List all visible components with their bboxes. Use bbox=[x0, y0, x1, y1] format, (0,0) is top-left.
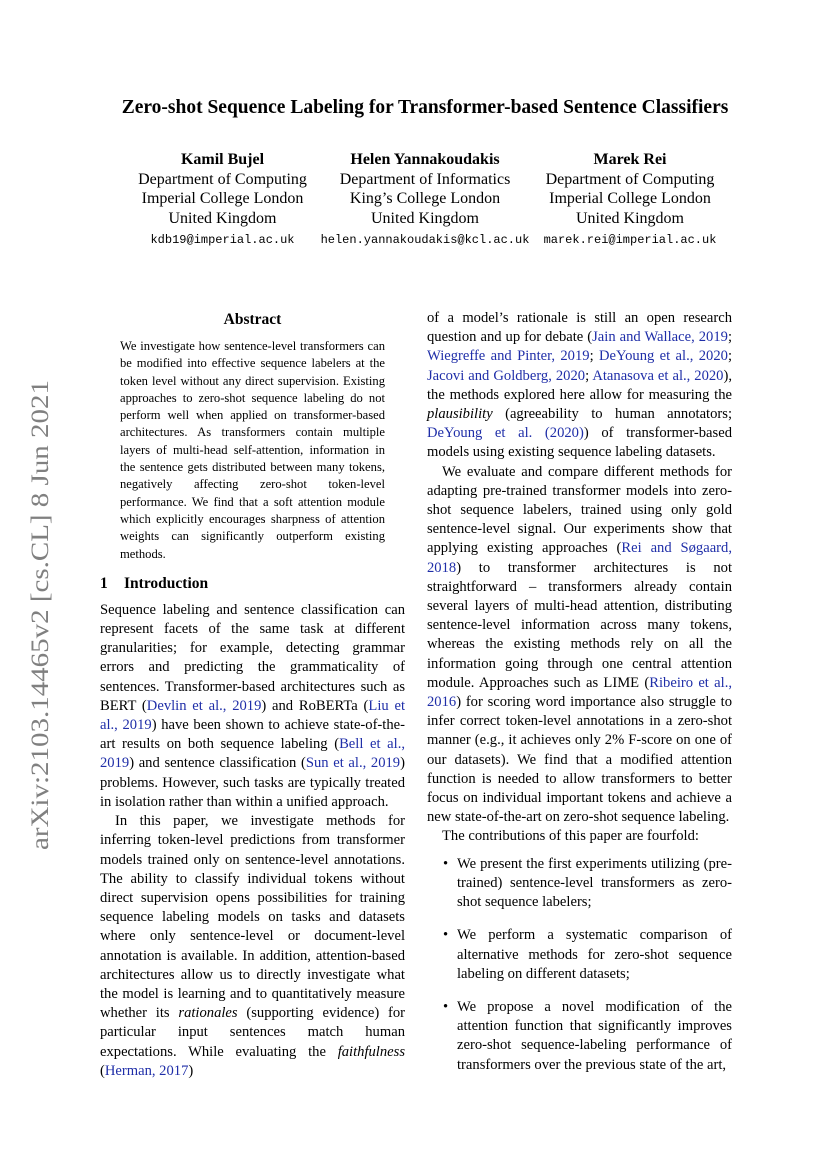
list-item-text: We perform a systematic comparison of alternative methods for zero-shot sequence labeling on different datasets; bbox=[457, 927, 732, 982]
author-institution: King’s College London bbox=[349, 190, 501, 207]
text-run: (supporting evidence) for particular input sentences match human expectations. While evaluating the bbox=[100, 1005, 405, 1060]
text-run: ) and sentence classification ( bbox=[129, 755, 306, 772]
citation-link[interactable]: Jain and Wallace, 2019 bbox=[592, 329, 728, 346]
text-run: We evaluate and compare different methods for adapting pre-trained transformer models into zero-shot sequence labelers, trained using only gold sentence-level signal. Our experiments show that applying existing approaches ( bbox=[427, 463, 732, 557]
author-institution: Imperial College London bbox=[549, 190, 711, 207]
text-run: ) problems. However, such tasks are typically treated in isolation rather than within a unified approach. bbox=[100, 755, 405, 810]
paragraph bbox=[100, 812, 405, 1081]
citation-link[interactable]: Sun et al., 2019 bbox=[305, 755, 401, 772]
section-number: 1 bbox=[100, 574, 108, 592]
citation-link[interactable]: Bell et al., 2019 bbox=[100, 736, 405, 772]
citation-link[interactable]: Devlin et al., 2019 bbox=[146, 697, 262, 714]
text-run: In this paper, we investigate methods for inferring token-level predictions from transformer models trained only on sentence-level annotations. The ability to classify individual tokens without direct supervision opens possibilities for training sequence labeling models on tasks and datasets where only sentence-level or document-level annotation is available. In addition, attention-based architectures allow us to directly investigate what the model is learning and to quantitatively measure whether its bbox=[100, 813, 405, 1022]
abstract-text: We investigate how sentence-level transformers can be modified into effective sequence labelers at the token level without any direct supervision. Existing approaches to zero-shot sequence labeling do not perform well when applied on transformer-based architectures. As transformers contain multiple layers of multi-head self-attention, information in the sentence gets distributed between many tokens, negatively affecting zero-shot token-level performance. We find that a soft attention module which explicitly encourages sharpness of attention weights can significantly outperform existing methods. bbox=[120, 339, 385, 561]
citation-link[interactable]: Liu et al., 2019 bbox=[100, 697, 405, 734]
paragraph bbox=[100, 601, 405, 812]
emphasis: rationales bbox=[178, 1005, 238, 1022]
contributions-list bbox=[427, 855, 732, 1075]
author-department: Department of Informatics bbox=[339, 170, 511, 188]
author-department: Department of Computing bbox=[138, 170, 307, 188]
author-institution: Imperial College London bbox=[141, 190, 304, 207]
bullet-icon: • bbox=[443, 927, 449, 944]
citation-link[interactable]: DeYoung et al., 2020 bbox=[599, 348, 728, 365]
list-item-text: We propose a novel modification of the attention function that significantly improves zero-shot sequence-labeling performance of transformers over the previous state of the art, bbox=[457, 998, 732, 1073]
text-run: ) and RoBERTa ( bbox=[261, 697, 369, 714]
section-heading bbox=[100, 573, 405, 595]
author-block bbox=[115, 150, 330, 248]
text-run: ) have been shown to achieve state-of-the-art results on both sequence labeling ( bbox=[100, 717, 405, 753]
text-run: ; bbox=[585, 367, 593, 384]
arxiv-id-text: arXiv:2103.14465v2 [cs.CL] 8 Jun 2021 bbox=[27, 444, 54, 850]
author-country: United Kingdom bbox=[371, 209, 479, 227]
citation-link[interactable]: Rei and Søgaard, 2018 bbox=[427, 540, 732, 576]
author-department: Department of Computing bbox=[545, 170, 715, 188]
text-run: ; bbox=[589, 348, 599, 365]
author-block bbox=[305, 150, 545, 248]
author-country: United Kingdom bbox=[168, 209, 277, 227]
left-column bbox=[100, 309, 405, 1081]
author-name: Helen Yannakoudakis bbox=[350, 151, 500, 168]
text-run: ) to transformer architectures is not straightforward – transformers already contain several layers of multi-head attention, distributing sentence-level information across many tokens, whereas the existing methods rely on all the information going through one central attention module. Approaches such as LIME ( bbox=[427, 559, 732, 691]
text-run-split: ) bbox=[188, 1062, 194, 1079]
right-column bbox=[427, 309, 732, 1089]
text-run: ) for scoring word importance also struggle to infer correct token-level annotations in a zero-shot manner (e.g., it achieves only 2% F-score on one of our datasets). We find that a modified attention function is needed to allow transformers to better focus on individual important tokens and achieve a new state-of-the-art on zero-shot sequence labeling. bbox=[427, 694, 732, 826]
citation-link[interactable]: Jacovi and Goldberg, 2020 bbox=[427, 367, 586, 384]
author-country: United Kingdom bbox=[576, 209, 684, 227]
paragraph bbox=[427, 463, 732, 828]
abstract-heading: Abstract bbox=[223, 311, 282, 328]
text-run: (agreeability to human annotators; bbox=[492, 406, 732, 423]
paragraph-continued bbox=[427, 309, 732, 463]
bullet-icon: • bbox=[443, 855, 449, 872]
citation-link[interactable]: DeYoung et al. (2020) bbox=[427, 425, 584, 442]
bullet-icon: • bbox=[443, 998, 449, 1015]
citation-link[interactable]: Atanasova et al., 2020 bbox=[592, 367, 724, 384]
paper-title: Zero-shot Sequence Labeling for Transformer-based Sentence Classifiers bbox=[121, 97, 729, 118]
section-title: Introduction bbox=[124, 574, 209, 592]
author-block bbox=[520, 150, 740, 248]
emphasis: plausibility bbox=[427, 406, 493, 423]
list-item bbox=[427, 926, 732, 984]
text-run: ; bbox=[727, 348, 732, 365]
list-item-text: We present the first experiments utilizing (pre-trained) sentence-level transformers as zero-shot sequence labelers; bbox=[457, 855, 732, 911]
author-email[interactable]: marek.rei@imperial.ac.uk bbox=[543, 233, 717, 247]
text-run: ; bbox=[727, 329, 732, 346]
author-name: Kamil Bujel bbox=[180, 151, 265, 168]
author-email[interactable]: helen.yannakoudakis@kcl.ac.uk bbox=[320, 233, 530, 247]
arxiv-identifier bbox=[16, 380, 58, 850]
citation-link[interactable]: Herman, 2017 bbox=[104, 1062, 189, 1079]
list-item bbox=[427, 855, 732, 913]
list-item bbox=[427, 998, 732, 1075]
text-run: ), the methods explored here allow for measuring the bbox=[427, 367, 732, 403]
text-run: ) of transformer-based models using existing sequence labeling datasets. bbox=[427, 425, 732, 461]
paragraph: The contributions of this paper are fourfold: bbox=[442, 828, 699, 845]
emphasis: faithfulness bbox=[337, 1043, 405, 1060]
author-email[interactable]: kdb19@imperial.ac.uk bbox=[150, 233, 295, 247]
author-name: Marek Rei bbox=[593, 151, 667, 168]
citation-link[interactable]: Ribeiro et al., 2016 bbox=[427, 674, 732, 711]
citation-link[interactable]: Wiegreffe and Pinter, 2019 bbox=[427, 348, 590, 365]
text-run: of a model’s rationale is still an open research question and up for debate ( bbox=[427, 310, 732, 346]
text-run: Sequence labeling and sentence classification can represent facets of the same task at different granularities; for example, detecting grammar errors and predicting the grammaticality of sentences. Transformer-based architectures such as BERT ( bbox=[100, 601, 405, 714]
text-run: ( bbox=[100, 1062, 105, 1079]
